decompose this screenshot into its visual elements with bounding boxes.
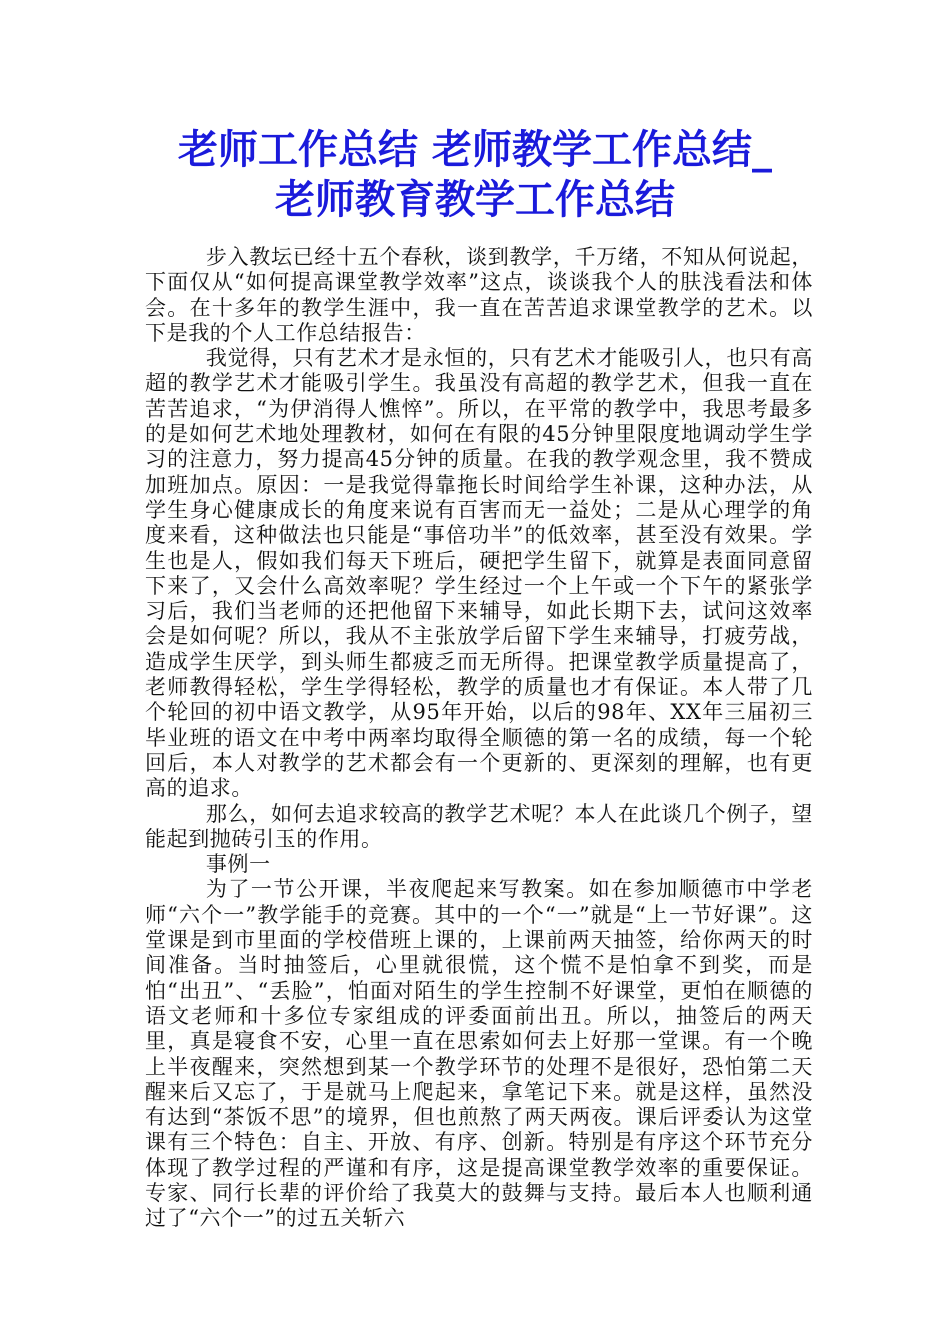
paragraph-how-to-pursue: 那么，如何去追求较高的教学艺术呢？本人在此谈几个例子，望能起到抛砖引玉的作用。 — [145, 801, 813, 851]
paragraph-intro: 步入教坛已经十五个春秋，谈到教学，千万绪，不知从何说起，下面仅从“如何提高课堂教学效率”这点，谈谈我个人的肤浅看法和体会。在十多年的教学生涯中，我一直在苦苦追求课堂教学的艺术。以下是我的个人工作总结报告： — [145, 245, 813, 345]
document-title — [100, 125, 850, 225]
document-title-line-2: 老师教育教学工作总结 — [275, 176, 675, 223]
paragraph-example-one: 为了一节公开课，半夜爬起来写教案。如在参加顺德市中学老师“六个一”教学能手的竞赛。其中的一个“一”就是“上一节好课”。这堂课是到市里面的学校借班上课的，上课前两天抽签，给你两天的时间准备。当时抽签后，心里就很慌，这个慌不是怕拿不到奖，而是怕“出丑”、“丢脸”，怕面对陌生的学生控制不好课堂，更怕在顺德的语文老师和十多位专家组成的评委面前出丑。所以，抽签后的两天里，真是寝食不安，心里一直在思索如何去上好那一堂课。有一个晚上半夜醒来，突然想到某一个教学环节的处理不是很好，恐怕第二天醒来后又忘了，于是就马上爬起来，拿笔记下来。就是这样，虽然没有达到“茶饭不思”的境界，但也煎熬了两天两夜。课后评委认为这堂课有三个特色：自主、开放、有序、创新。特别是有序这个环节充分体现了教学过程的严谨和有序，这是提高课堂教学效率的重要保证。专家、同行长辈的评价给了我莫大的鼓舞与支持。最后本人也顺利通过了“六个一”的过五关斩六 — [145, 877, 813, 1231]
paragraph-example-heading: 事例一 — [205, 852, 271, 877]
document-title-line-1: 老师工作总结 老师教学工作总结_ — [178, 126, 772, 173]
paragraph-teaching-art: 我觉得，只有艺术才是永恒的，只有艺术才能吸引人，也只有高超的教学艺术才能吸引学生。我虽没有高超的教学艺术，但我一直在苦苦追求，“为伊消得人憔悴”。所以，在平常的教学中，我思考最多的是如何艺术地处理教材，如何在有限的45分钟里限度地调动学生学习的注意力，努力提高45分钟的质量。在我的教学观念里，我不赞成加班加点。原因：一是我觉得靠拖长时间给学生补课，这种办法，从学生身心健康成长的角度来说有百害而无一益处；二是从心理学的角度来看，这种做法也只能是“事倍功半”的低效率，甚至没有效果。学生也是人，假如我们每天下班后，硬把学生留下，就算是表面同意留下来了，又会什么高效率呢？学生经过一个上午或一个下午的紧张学习后，我们当老师的还把他留下来辅导，如此长期下去，试问这效率会是如何呢？所以，我从不主张放学后留下学生来辅导，打疲劳战，造成学生厌学，到头师生都疲乏而无所得。把课堂教学质量提高了，老师教得轻松，学生学得轻松，教学的质量也才有保证。本人带了几个轮回的初中语文教学，从95年开始，以后的98年、XX年三届初三毕业班的语文在中考中两率均取得全顺德的第一名的成绩，每一个轮回后，本人对教学的艺术都会有一个更新的、更深刻的理解，也有更高的追求。 — [145, 346, 813, 801]
document-body — [145, 245, 813, 1232]
